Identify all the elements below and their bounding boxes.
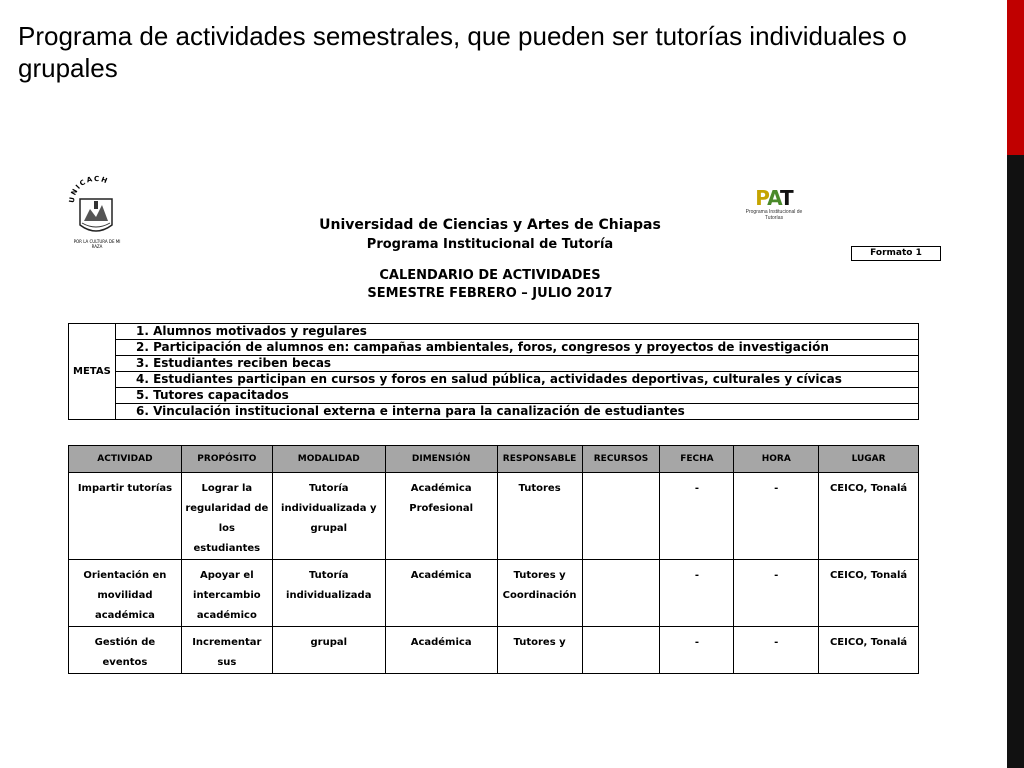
accent-bar-red xyxy=(1007,0,1024,155)
table-cell: CEICO, Tonalá xyxy=(819,627,919,674)
table-cell xyxy=(582,627,660,674)
calendar-title: CALENDARIO DE ACTIVIDADES xyxy=(379,268,601,283)
table-row xyxy=(69,473,919,560)
meta-item: 1. Alumnos motivados y regulares xyxy=(116,324,919,340)
metas-row xyxy=(69,340,919,356)
table-cell: - xyxy=(660,560,734,627)
table-cell: Tutores y Coordinación xyxy=(497,560,582,627)
table-row xyxy=(69,627,919,674)
table-cell: Impartir tutorías xyxy=(69,473,182,560)
meta-item: 3. Estudiantes reciben becas xyxy=(116,356,919,372)
metas-row xyxy=(69,372,919,388)
table-cell xyxy=(582,560,660,627)
table-cell: - xyxy=(734,627,819,674)
table-cell: Gestión de eventos xyxy=(69,627,182,674)
slide-title: Programa de actividades semestrales, que pueden ser tutorías individuales o grupales xyxy=(18,21,907,83)
header-proposito: PROPÓSITO xyxy=(181,446,272,473)
unicach-logo-text: UNICACH xyxy=(68,174,110,204)
table-cell: - xyxy=(734,473,819,560)
table-cell xyxy=(582,473,660,560)
meta-item: 5. Tutores capacitados xyxy=(116,388,919,404)
header-hora: HORA xyxy=(734,446,819,473)
table-cell: - xyxy=(660,627,734,674)
activities-header-row xyxy=(69,446,919,473)
table-cell: CEICO, Tonalá xyxy=(819,473,919,560)
pat-logo-mark: PAT xyxy=(755,186,793,210)
table-cell: - xyxy=(660,473,734,560)
university-name: Universidad de Ciencias y Artes de Chiapas xyxy=(319,217,661,233)
header-modalidad: MODALIDAD xyxy=(272,446,385,473)
table-cell: Académica xyxy=(385,560,497,627)
table-cell: Académica xyxy=(385,627,497,674)
metas-row xyxy=(69,324,919,340)
table-cell: Tutores xyxy=(497,473,582,560)
header-lugar: LUGAR xyxy=(819,446,919,473)
header-dimension: DIMENSIÓN xyxy=(385,446,497,473)
header-actividad: ACTIVIDAD xyxy=(69,446,182,473)
semester-label: SEMESTRE FEBRERO – JULIO 2017 xyxy=(367,286,613,301)
activities-table xyxy=(68,445,919,674)
meta-item: 2. Participación de alumnos en: campañas ambientales, foros, congresos y proyectos de investigación xyxy=(116,340,919,356)
table-cell: Tutores y xyxy=(497,627,582,674)
metas-label: METAS xyxy=(69,324,116,420)
meta-item: 4. Estudiantes participan en cursos y foros en salud pública, actividades deportivas, culturales y cívicas xyxy=(116,372,919,388)
table-cell: Incrementar sus xyxy=(181,627,272,674)
header-fecha: FECHA xyxy=(660,446,734,473)
table-cell: CEICO, Tonalá xyxy=(819,560,919,627)
metas-row xyxy=(69,388,919,404)
table-cell: Apoyar el intercambio académico xyxy=(181,560,272,627)
document-image xyxy=(60,165,960,668)
header-responsable: RESPONSABLE xyxy=(497,446,582,473)
table-cell: Orientación en movilidad académica xyxy=(69,560,182,627)
table-cell: Tutoría individualizada xyxy=(272,560,385,627)
meta-item: 6. Vinculación institucional externa e interna para la canalización de estudiantes xyxy=(116,404,919,420)
header-recursos: RECURSOS xyxy=(582,446,660,473)
format-label: Formato 1 xyxy=(851,246,941,261)
table-cell: - xyxy=(734,560,819,627)
table-row xyxy=(69,560,919,627)
metas-row xyxy=(69,356,919,372)
metas-table xyxy=(68,323,919,420)
unicach-logo-motto: POR LA CULTURA DE MI RAZA xyxy=(73,239,121,249)
pat-logo-caption: Programa Institucional de Tutorías xyxy=(745,209,803,221)
program-name: Programa Institucional de Tutoría xyxy=(366,237,614,252)
metas-row xyxy=(69,404,919,420)
accent-bar-black xyxy=(1007,155,1024,768)
table-cell: Académica Profesional xyxy=(385,473,497,560)
table-cell: grupal xyxy=(272,627,385,674)
table-cell: Lograr la regularidad de los estudiantes xyxy=(181,473,272,560)
table-cell: Tutoría individualizada y grupal xyxy=(272,473,385,560)
